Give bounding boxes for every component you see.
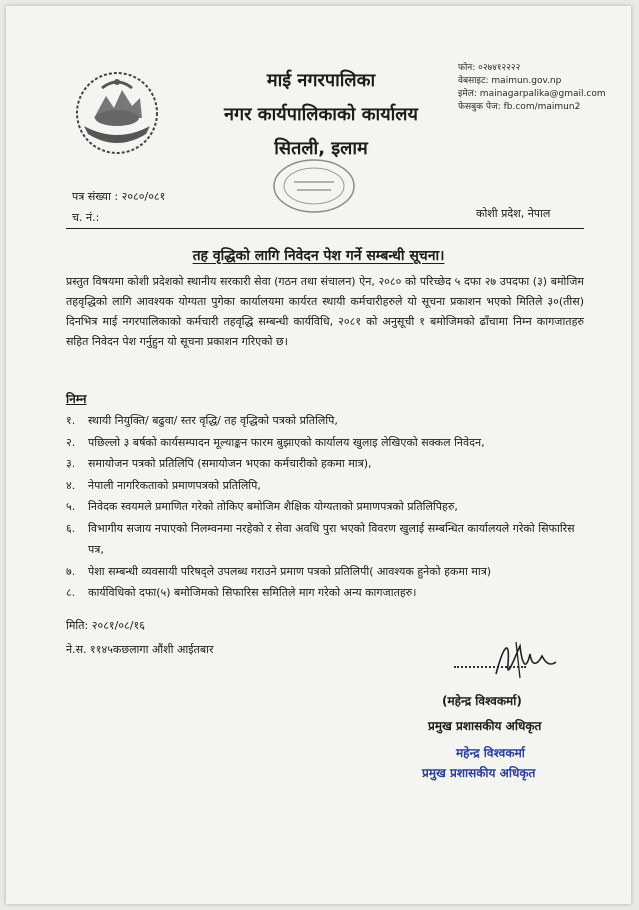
reference-number: पत्र संख्या : २०८०/०८१ bbox=[72, 190, 166, 203]
list-item-number: १. bbox=[66, 414, 76, 427]
list-item-text: पेशा सम्बन्धी व्यवसायी परिषद्ले उपलब्ध गराउने प्रमाण पत्रको प्रतिलिपी( आवश्यक हुनेको हकमा मात्र) bbox=[88, 564, 492, 578]
list-item bbox=[66, 561, 586, 583]
notice-date: मिति: २०८१/०८/१६ bbox=[66, 619, 145, 632]
province-label: कोशी प्रदेश, नेपाल bbox=[476, 207, 551, 220]
org-name bbox=[196, 64, 446, 166]
list-item bbox=[66, 496, 586, 518]
contact-email: इमेल: mainagarpalika@gmail.com bbox=[458, 89, 606, 99]
list-item-number: ५. bbox=[66, 500, 76, 513]
nepal-emblem-icon bbox=[72, 68, 162, 158]
nepal-samvat-date: ने.स. ११४५कछलागा औंशी आईतबार bbox=[66, 643, 214, 656]
list-item-text: निवेदक स्वयमले प्रमाणित गरेको तोकिए बमोजिम शैक्षिक योग्यताको प्रमाणपत्रको प्रतिलिपिहरु, bbox=[88, 500, 458, 513]
contact-facebook: फेसबुक पेज: fb.com/maimun2 bbox=[458, 102, 581, 112]
list-item-number: ४. bbox=[66, 478, 76, 492]
list-item-number: ८. bbox=[66, 586, 76, 599]
list-item bbox=[66, 475, 586, 497]
dispatch-number: च. नं.: bbox=[72, 211, 100, 224]
contact-block bbox=[458, 62, 606, 114]
list-item bbox=[66, 453, 586, 475]
signature-icon bbox=[486, 634, 566, 689]
list-item-number: ७. bbox=[66, 564, 76, 578]
office-stamp-icon bbox=[269, 156, 359, 216]
list-item-text: समायोजन पत्रको प्रतिलिपि (समायोजन भएका कर्मचारीको हकमा मात्र), bbox=[88, 457, 372, 470]
list-item bbox=[66, 410, 586, 432]
seal-name: महेन्द्र विश्वकर्मा bbox=[456, 746, 525, 760]
list-item bbox=[66, 582, 586, 604]
notice-subject bbox=[6, 246, 631, 265]
list-item-number: ६. bbox=[66, 521, 76, 535]
list-heading: निम्न bbox=[66, 392, 87, 406]
header-divider bbox=[66, 228, 584, 229]
org-name-line2: नगर कार्यपालिकाको कार्यालय bbox=[224, 104, 418, 125]
list-item-number: ३. bbox=[66, 457, 76, 470]
list-item-text: पछिल्लो ३ बर्षको कार्यसम्पादन मूल्याङ्कन फारम बुझाएको कार्यालय खुलाइ लेखिएको सक्कल निवेदन, bbox=[88, 435, 485, 449]
org-address: सितली, इलाम bbox=[274, 138, 368, 159]
list-item bbox=[66, 432, 586, 454]
list-item bbox=[66, 518, 586, 561]
list-item-number: २. bbox=[66, 435, 76, 449]
signatory-title: प्रमुख प्रशासकीय अधिकृत bbox=[428, 719, 542, 733]
list-item-text: विभागीय सजाय नपाएको निलम्वनमा नरहेको र सेवा अवधि पुरा भएको विवरण खुलाई सम्बन्धित कार्यालयले गरेको सिफारिस पत्र, bbox=[88, 521, 575, 556]
list-item-text: नेपाली नागरिकताको प्रमाणपत्रको प्रतिलिपि, bbox=[88, 478, 261, 492]
notice-body: प्रस्तुत विषयमा कोशी प्रदेशको स्थानीय सरकारी सेवा (गठन तथा संचालन) ऐन, २०८० को परिच्छेद ५ दफा २७ उपदफा (३) बमोजिम तहवृद्धिको लागि आवश्यक योग्यता पुगेका कार्यालयमा कार्यरत स्थायी कर्मचारीहरुले यो सूचना प्रकाशन भएको मितिले ३०(तीस) दिनभित्र माई नगरपालिकाको कर्मचारी तहवृद्धि सम्बन्धी कार्यविधि, २०८१ को अनुसूची १ बमोजिमको ढाँचामा निम्न कागजातहरु सहित निवेदन पेश गर्नुहुन यो सूचना प्रकाशन गरिएको छ। bbox=[66, 275, 584, 348]
org-name-line1: माई नगरपालिका bbox=[266, 70, 376, 91]
contact-website: वेबसाइट: maimun.gov.np bbox=[458, 76, 562, 86]
document-list bbox=[66, 410, 586, 604]
signatory-name: (महेन्द्र विश्वकर्मा) bbox=[442, 694, 522, 708]
notice-subject-text: तह वृद्धिको लागि निवेदन पेश गर्ने सम्बन्धी सूचना। bbox=[192, 248, 445, 264]
notice-page bbox=[6, 6, 631, 904]
list-item-text: कार्यविधिको दफा(५) बमोजिमको सिफारिस समितिले माग गरेको अन्य कागजातहरु। bbox=[88, 586, 417, 599]
seal-title: प्रमुख प्रशासकीय अधिकृत bbox=[422, 766, 536, 780]
contact-phone: फोन: ०२७४१२२२२ bbox=[458, 63, 521, 73]
list-item-text: स्थायी नियुक्ति/ बढुवा/ स्तर वृद्धि/ तह वृद्धिको पत्रको प्रतिलिपि, bbox=[88, 414, 338, 427]
